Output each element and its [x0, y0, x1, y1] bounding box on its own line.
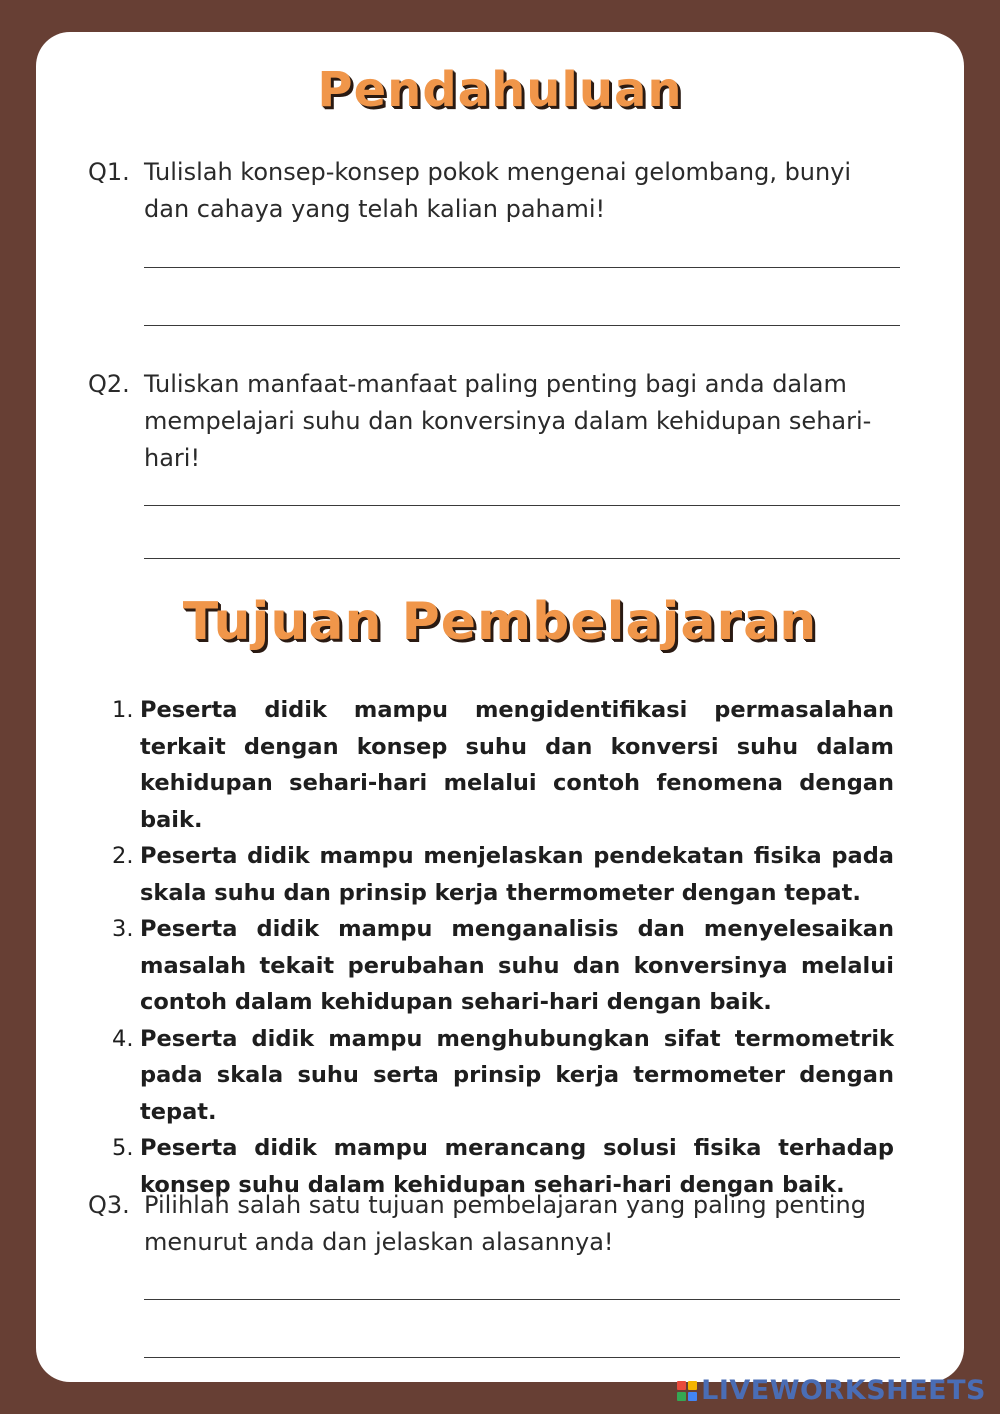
- goal-text: Peserta didik mampu menghubungkan sifat termometrik pada skala suhu serta prinsip kerja termometer dengan tepat.: [140, 1025, 894, 1125]
- question-number: Q1.: [88, 158, 130, 186]
- goal-number: 5.: [112, 1135, 134, 1161]
- list-item: [112, 692, 894, 838]
- answer-line[interactable]: [144, 505, 900, 506]
- liveworksheets-logo-icon: [677, 1381, 697, 1401]
- goal-text: Peserta didik mampu merancang solusi fisika terhadap konsep suhu dalam kehidupan sehari-hari dengan baik.: [140, 1135, 894, 1198]
- question-number: Q2.: [88, 370, 130, 398]
- goal-text: Peserta didik mampu menganalisis dan menyelesaikan masalah tekait perubahan suhu dan konversinya melalui contoh dalam kehidupan sehari-hari dengan baik.: [140, 916, 894, 1015]
- learning-goals-list: [112, 692, 894, 1203]
- question-number: Q3.: [88, 1191, 130, 1219]
- answer-line[interactable]: [144, 558, 900, 559]
- answer-line[interactable]: [144, 325, 900, 326]
- goal-number: 4.: [112, 1025, 134, 1052]
- question-text: Tuliskan manfaat-manfaat paling penting bagi anda dalam mempelajari suhu dan konversinya dalam kehidupan sehari-hari!: [144, 370, 872, 472]
- watermark-text: LIVEWORKSHEETS: [701, 1375, 986, 1406]
- goal-text: Peserta didik mampu menjelaskan pendekatan fisika pada skala suhu dan prinsip kerja thermometer dengan tepat.: [140, 843, 894, 906]
- question-text: Pilihlah salah satu tujuan pembelajaran yang paling penting menurut anda dan jelaskan alasannya!: [144, 1191, 866, 1256]
- heading-pendahuluan: Pendahuluan: [317, 62, 683, 118]
- list-item: [112, 1021, 894, 1131]
- answer-line[interactable]: [144, 1357, 900, 1358]
- list-item: [112, 838, 894, 911]
- goal-number: 3.: [112, 916, 134, 942]
- goal-text: Peserta didik mampu mengidentifikasi permasalahan terkait dengan konsep suhu dan konversi suhu dalam kehidupan sehari-hari melalui contoh fenomena dengan baik.: [140, 697, 894, 833]
- list-item: [112, 911, 894, 1021]
- answer-line[interactable]: [144, 1299, 900, 1300]
- heading-tujuan-pembelajaran: Tujuan Pembelajaran: [182, 592, 818, 652]
- goal-number: 1.: [112, 697, 134, 723]
- watermark[interactable]: [677, 1375, 986, 1406]
- goal-number: 2.: [112, 843, 134, 869]
- answer-line[interactable]: [144, 267, 900, 268]
- question-text: Tulislah konsep-konsep pokok mengenai gelombang, bunyi dan cahaya yang telah kalian pahami!: [144, 158, 852, 223]
